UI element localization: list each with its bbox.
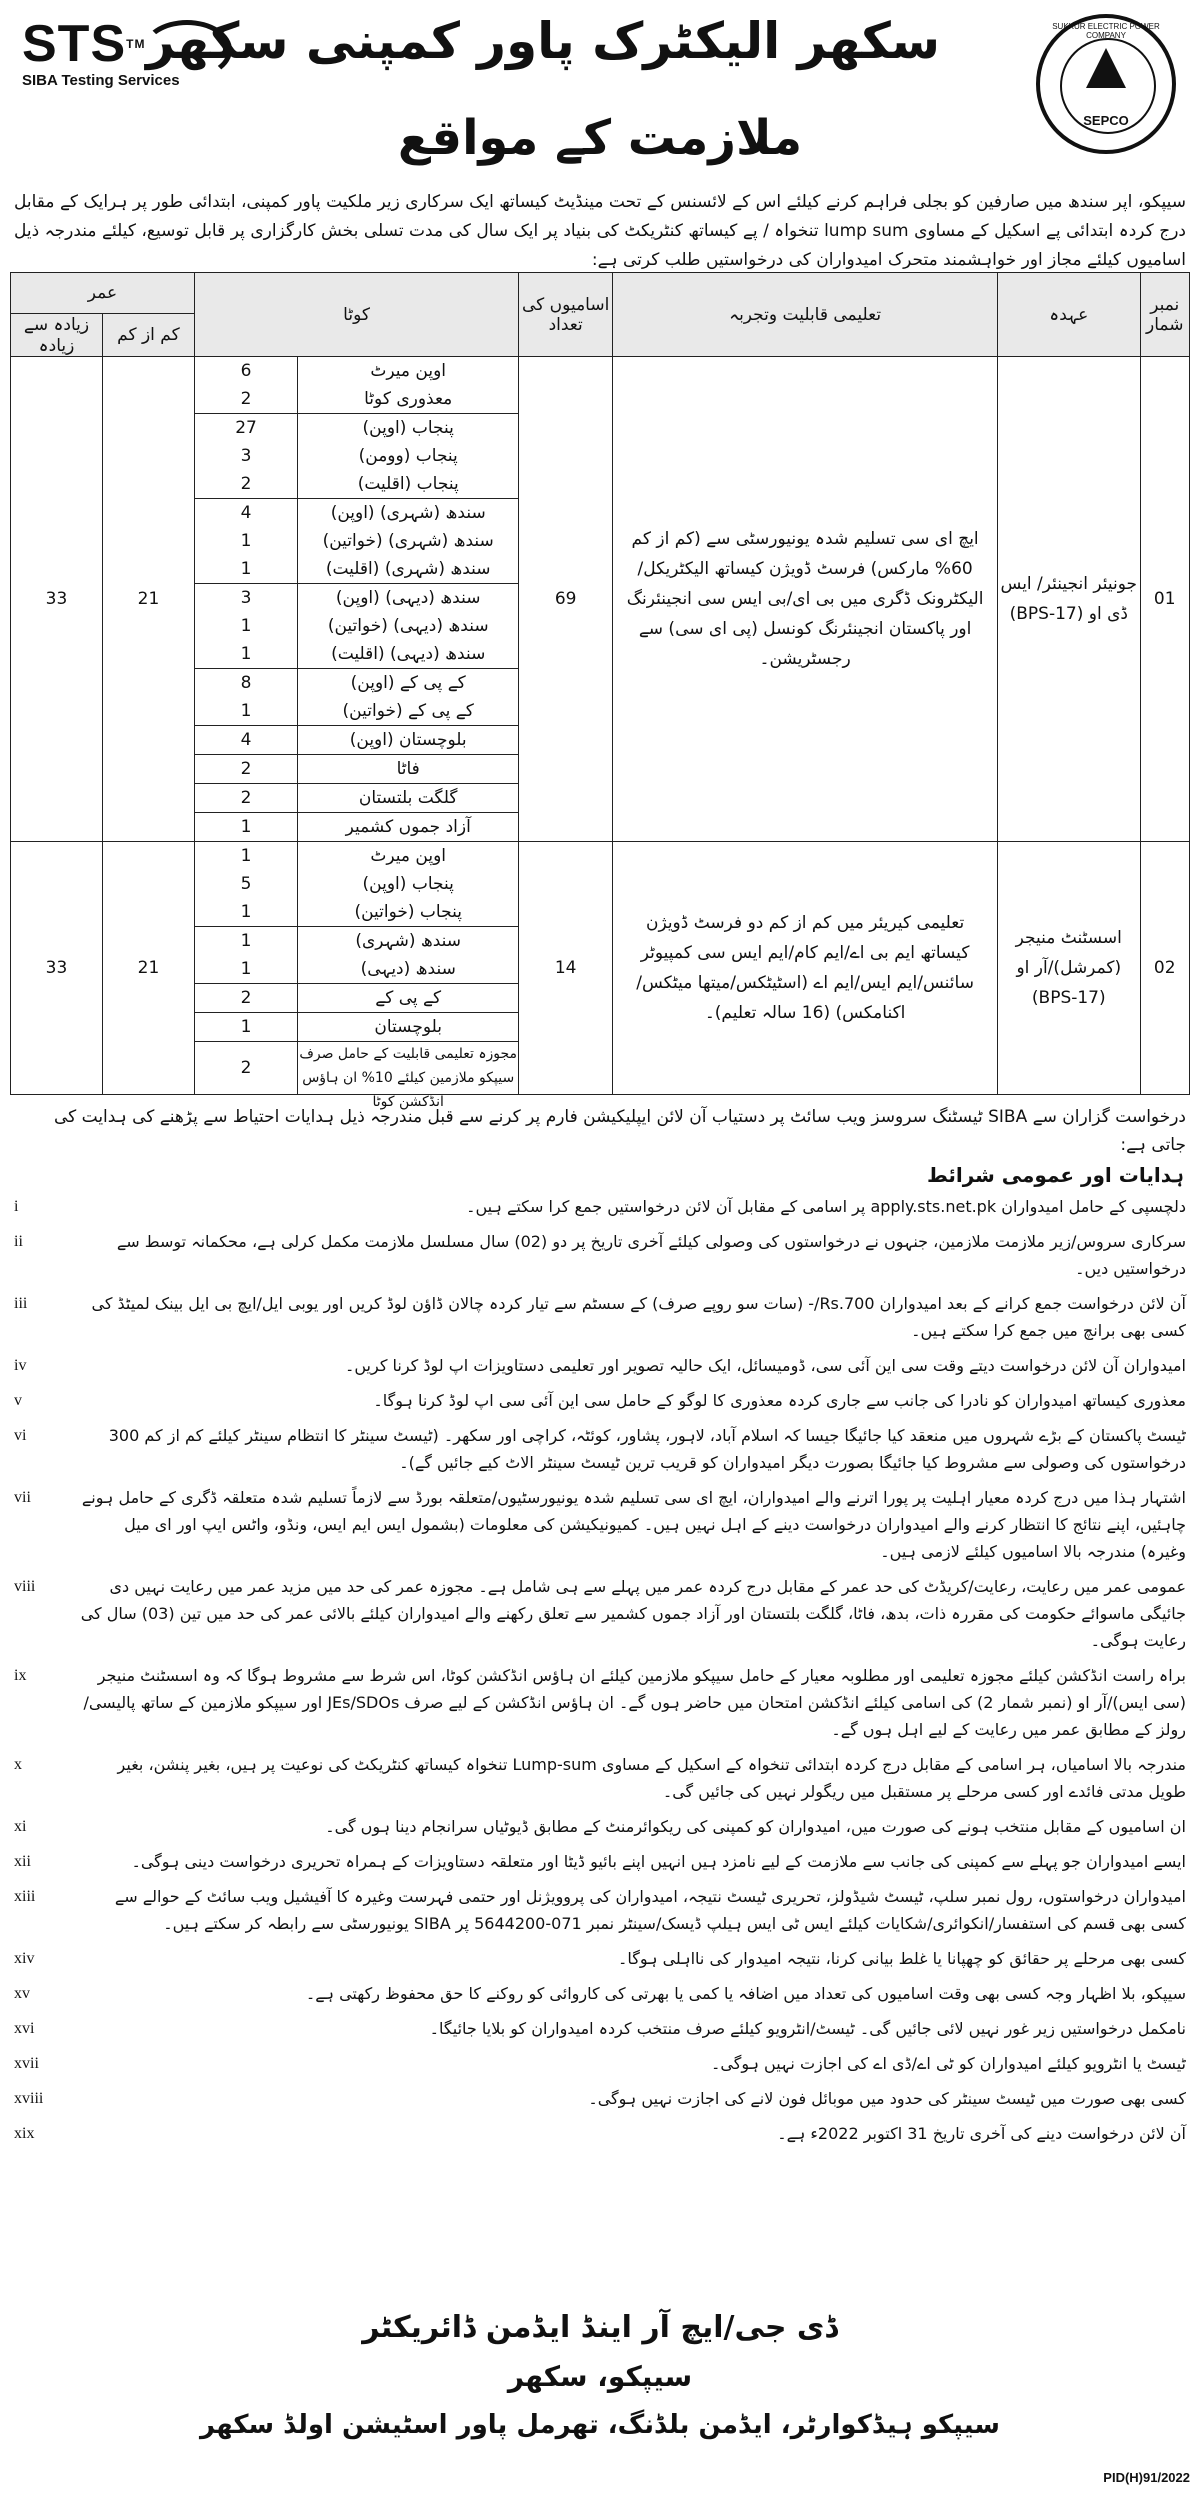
instruction-number: xii [14,1853,31,1870]
quota-count: 1 [240,701,252,721]
instruction-text: کسی بھی صورت میں ٹیسٹ سینٹر کی حدود میں موبائل فون لانے کی اجازت نہیں ہوگی۔ [588,2089,1186,2108]
sts-logo-mark: STS [22,15,127,73]
quota-name: مجوزہ تعلیمی قابلیت کے حامل صرف سیپکو ملازمین کیلئے 10% ان ہاؤس انڈکشن کوٹا [297,1042,518,1094]
instruction-number: ix [14,1667,27,1684]
instruction-number: iii [14,1295,28,1312]
quota-row [195,870,518,898]
instruction-item [14,1848,1186,1875]
quota-row [195,442,518,470]
instruction-text: آن لائن درخواست جمع کرانے کے بعد امیدواران Rs.700/- (سات سو روپے صرف) کے سسٹم سے تیار کردہ چالان ڈاؤن لوڈ کریں اور یوبی ایل/ایچ بی ایل بینک لمیٹڈ کی کسی بھی برانچ میں جمع کرا سکتے ہیں۔ [91,1294,1186,1340]
quota-group [195,984,518,1013]
quota-row [195,955,518,983]
post-cell [998,357,1140,842]
instruction-number: viii [14,1578,36,1595]
instruction-item [14,1980,1186,2007]
instruction-number: xiv [14,1950,35,1967]
instructions-heading: ہدایات اور عمومی شرائط [926,1163,1184,1187]
header-age: عمر [11,273,195,314]
quota-row [195,385,518,413]
quota-name: سندھ (شہری) [297,927,518,955]
header-age-max: زیادہ سے زیادہ [11,314,103,357]
quota-count: 2 [240,988,252,1008]
instruction-item [14,1484,1186,1565]
quota-group [195,357,518,414]
header-no: نمبر شمار [1140,273,1190,357]
quota-count: 2 [240,788,252,808]
quota-row [195,640,518,668]
quota-row [195,527,518,555]
table-header-row [11,273,1190,314]
quota-group [195,669,518,726]
age-min-cell-text: 21 [137,589,160,609]
intro-paragraph: سیپکو، اپر سندھ میں صارفین کو بجلی فراہم کرنے کیلئے اس کے لائسنس کے تحت مینڈیٹ کیساتھ ایک سرکاری زیر ملکیت پاور کمپنی، ابتدائی طور پر ہرایک کے مقابل درج کردہ ابتدائی پے اسکیل کے مساوی lump sum تنخواہ / پے کیساتھ کنٹریکٹ کی بنیاد پر ایک سال کی مدت تسلی بخش کارگزاری پر قابل توسیع، کیلئے مندرجہ ذیل اسامیوں کیلئے مجاز اور خواہشمند متحرک امیدواران کی درخواستیں طلب کرتی ہے: [14,192,1186,270]
quota-row [195,755,518,783]
seal-text: SEPCO [1083,113,1129,128]
instruction-number: xvi [14,2020,35,2037]
signatory-org: سیپکو، سکھر [507,2360,693,2393]
quota-name: پنجاب (اوپن) [297,414,518,442]
header-post: عہدہ [998,273,1140,357]
quota-count: 2 [240,1058,252,1078]
count-cell [519,842,613,1095]
instruction-text: دلچسپی کے حامل امیدواران apply.sts.net.pk پر اسامی کے مقابل آن لائن درخواستیں جمع کرا سکتے ہیں۔ [466,1197,1186,1216]
header-qualification: تعلیمی قابلیت وتجربہ [613,273,998,357]
instruction-number: vi [14,1427,27,1444]
quota-group [195,414,518,499]
quota-count: 8 [240,673,252,693]
quota-name: گلگت بلتستان [297,784,518,812]
quota-count: 1 [240,644,252,664]
serial-cell-text: 02 [1153,958,1176,978]
instruction-number: v [14,1392,22,1409]
age-max-cell-text: 33 [45,589,68,609]
quota-group [195,1042,518,1110]
instruction-number: ii [14,1233,23,1250]
instruction-text: امیدواران درخواستوں، رول نمبر سلپ، ٹیسٹ شیڈولز، تحریری ٹیسٹ نتیجہ، امیدواران کی پروویژنل اور حتمی فہرست وغیرہ کا آفیشیل ویب سائٹ کے حوالے سے کسی بھی قسم کی استفسار/انکوائری/شکایات کیلئے ایس ٹی ایس ہیلپ ڈیسک/سینٹر نمبر 071-5644200 پر SIBA یونیورسٹی سے رابطہ کر سکتے ہیں۔ [114,1887,1186,1933]
header-quota: کوٹا [194,273,518,357]
quota-cell [194,357,518,842]
serial-cell [1140,842,1190,1095]
quota-count: 4 [240,503,252,523]
qualification-cell [613,842,998,1095]
quota-name: سندھ (شہری) (اوپن) [297,499,518,527]
quota-row [195,1042,518,1110]
quota-count: 1 [240,817,252,837]
quota-count: 1 [240,531,252,551]
quota-name: فاٹا [297,755,518,783]
instruction-text: ایسے امیدواران جو پہلے سے کمپنی کی جانب سے ملازمت کے لیے نامزد ہیں انہیں اپنے بائیو ڈیٹا اور متعلقہ دستاویزات کے ہمراہ تحریری درخواست دینی ہوگی۔ [131,1852,1186,1871]
quota-name: اوپن میرٹ [297,842,518,870]
instruction-text: نامکمل درخواستیں زیر غور نہیں لائی جائیں گی۔ ٹیسٹ/انٹرویو کیلئے صرف منتخب کردہ امیدواران کو بلایا جائیگا۔ [429,2019,1186,2038]
qualification-cell [613,357,998,842]
qualification-cell-text: تعلیمی کیریئر میں کم از کم دو فرسٹ ڈویژن کیساتھ ایم بی اے/ایم کام/ایم ایس سی کمپیوٹر سائنس/ایم ایس/ایم اے (اسٹیٹکس/میتھا میٹکس/اکنامکس) (16 سالہ تعلیم)۔ [636,913,974,1023]
instruction-number: xix [14,2125,35,2142]
instruction-number: xi [14,1818,27,1835]
apply-instruction-line: درخواست گزاران سے SIBA ٹیسٹنگ سروسز ویب سائٹ پر دستیاب آن لائن ایپلیکیشن فارم پر کرنے سے قبل مندرجہ ذیل ہدایات احتیاط سے پڑھنے کی ہدایت کی جاتی ہے: [53,1107,1186,1155]
quota-count: 5 [240,874,252,894]
quota-name: کے پی کے [297,984,518,1012]
quota-count: 1 [240,931,252,951]
quota-group [195,499,518,584]
instruction-text: ٹیسٹ پاکستان کے بڑے شہروں میں منعقد کیا جائیگا جیسا کہ اسلام آباد، لاہور، پشاور، کوئٹہ، کراچی اور سکھر۔ (ٹیسٹ سینٹر کا انتظام سینٹر کیلئے کم از کم 300 درخواستوں کی وصولی سے مشروط کیا جائیگا بصورت دیگر امیدواران کو قریب ترین ٹیسٹ سینٹر الاٹ کیے جائیں گے)۔ [108,1426,1186,1472]
quota-count: 2 [240,474,252,494]
signatory-address: سیپکو ہیڈکوارٹر، ایڈمن بلڈنگ، تھرمل پاور اسٹیشن اولڈ سکھر [200,2410,1000,2440]
instruction-text: معذوری کیساتھ امیدواران کو نادرا کی جانب سے جاری کردہ معذوری کا لوگو کے حامل سی این آئی سی اپ لوڈ کرنا ہوگا۔ [373,1391,1186,1410]
instruction-item [14,2085,1186,2112]
quota-name: معذوری کوٹا [297,385,518,413]
quota-row [195,584,518,612]
quota-row [195,726,518,754]
quota-count: 4 [240,730,252,750]
company-title: سکھر الیکٹرک پاور کمپنی سکھر [146,12,940,70]
instruction-text: اشتہار ہذا میں درج کردہ معیار اہلیت پر پورا اترنے والے امیدواران، ایچ ای سی تسلیم شدہ یونیورسٹیوں/متعلقہ بورڈ سے لازماً تسلیم شدہ متعلقہ ڈگری کے حامل ہونے چاہئیں، اپنے نتائج کا انتظار کرنے والے امیدواران درخواست دینے کے اہل نہیں ہیں۔ کمیونیکیشن کی معلومات (بشمول ایس ایم ایس، ونڈو، واٹس ایپ اور ای میل وغیرہ) مندرجہ بالا اسامیوں کیلئے لازمی ہیں۔ [81,1488,1186,1561]
instruction-number: i [14,1198,19,1215]
instruction-item [14,1751,1186,1805]
age-min-cell-text: 21 [137,958,160,978]
instruction-number: x [14,1756,22,1773]
quota-name: پنجاب (اوپن) [297,870,518,898]
seal-arc-text: SUKKUR ELECTRIC POWER COMPANY [1052,22,1160,40]
age-min-cell [102,357,194,842]
instruction-item [14,1228,1186,1282]
quota-count: 1 [240,1017,252,1037]
quota-row [195,927,518,955]
count-cell-text: 14 [554,958,577,978]
quota-group [195,584,518,669]
instruction-item [14,1573,1186,1654]
quota-row [195,555,518,583]
quota-count: 1 [240,559,252,579]
sts-logo-tm: TM [126,37,146,51]
sts-logo-subtitle: SIBA Testing Services [22,72,180,89]
quota-row [195,984,518,1012]
header-age-min: کم از کم [102,314,194,357]
count-cell [519,357,613,842]
instruction-number: xviii [14,2090,44,2107]
quota-cell [194,842,518,1110]
instruction-number: xvii [14,2055,39,2072]
serial-cell-text: 01 [1153,589,1176,609]
header-count: اسامیوں کی تعداد [519,273,613,357]
quota-row [195,669,518,697]
instruction-text: براہ راست انڈکشن کیلئے مجوزہ تعلیمی اور مطلوبہ معیار کے حامل سیپکو ملازمین کیلئے ان ہاؤس انڈکشن کوٹا، اس شرط سے مشروط ہوگا کہ وہ اسسٹنٹ منیجر (سی ایس)/آر او (نمبر شمار 2) کی اسامی کیلئے انڈکشن امتحان میں حاضر ہوں گے۔ ان ہاؤس انڈکشن کے لیے صرف JEs/SDOs اور سیپکو ملازمین کے ساتھ پالیسی/رولز کے مطابق عمر میں رعایت کے لیے اہل ہوں گے۔ [83,1666,1186,1739]
instruction-item [14,2015,1186,2042]
quota-row [195,414,518,442]
quota-row [195,357,518,385]
instruction-item [14,1883,1186,1937]
quota-row [195,784,518,812]
power-tower-icon [1086,48,1126,88]
pid-number: PID(H)91/2022 [1103,2470,1190,2485]
quota-row [195,612,518,640]
instruction-item [14,1352,1186,1379]
quota-count: 2 [240,759,252,779]
quota-name: سندھ (دیہی) (خواتین) [297,612,518,640]
quota-count: 1 [240,959,252,979]
quota-name: سندھ (دیہی) [297,955,518,983]
quota-group [195,755,518,784]
signatory-title: ڈی جی/ایچ آر اینڈ ایڈمن ڈائریکٹر [362,2310,838,2345]
instruction-item [14,1662,1186,1743]
posts-table [10,272,1190,1110]
post-cell-text: جونیئر انجینئر/ ایس ڈی او (BPS-17) [1000,574,1138,624]
quota-row [195,470,518,498]
quota-group [195,1013,518,1042]
age-min-cell [102,842,194,1095]
post-cell [998,842,1140,1095]
quota-name: پنجاب (وومن) [297,442,518,470]
quota-count: 1 [240,616,252,636]
quota-row [195,697,518,725]
serial-cell [1140,357,1190,842]
quota-row [195,813,518,841]
quota-name: اوپن میرٹ [297,357,518,385]
age-max-cell-text: 33 [45,958,68,978]
quota-name: پنجاب (اقلیت) [297,470,518,498]
instruction-text: عمومی عمر میں رعایت، رعایت/کریڈٹ کی حد عمر کے مقابل درج کردہ عمر میں پہلے سے ہی شامل ہے۔ مجوزہ عمر کی حد میں مزید عمر میں رعایت نہیں دی جائیگی ماسوائے حکومت کی مقررہ ذات، بدھ، فاٹا، گلگت بلتستان اور آزاد جموں کشمیر سے تعلق رکھنے والے امیدواران کیلئے بالائی عمر کی حد میں تین (03) سال کی رعایت ہوگی۔ [80,1577,1186,1650]
instruction-text: ٹیسٹ یا انٹرویو کیلئے امیدواران کو ٹی اے/ڈی اے کی اجازت نہیں ہوگی۔ [710,2054,1186,2073]
instruction-text: آن لائن درخواست دینے کی آخری تاریخ 31 اکتوبر 2022ء ہے۔ [777,2124,1186,2143]
quota-count: 6 [240,361,252,381]
quota-count: 27 [235,418,257,438]
instruction-item [14,1193,1186,1220]
instruction-item [14,1387,1186,1414]
quota-group [195,784,518,813]
instruction-item [14,1422,1186,1476]
instruction-item [14,2050,1186,2077]
quota-row [195,499,518,527]
quota-count: 3 [240,588,252,608]
count-cell-text: 69 [554,589,577,609]
quota-name: سندھ (دیہی) (اوپن) [297,584,518,612]
quota-name: پنجاب (خواتین) [297,898,518,926]
instruction-number: vii [14,1489,31,1506]
quota-name: آزاد جموں کشمیر [297,813,518,841]
quota-count: 1 [240,902,252,922]
quota-group [195,927,518,984]
quota-name: سندھ (دیہی) (اقلیت) [297,640,518,668]
quota-count: 2 [240,389,252,409]
quota-count: 3 [240,446,252,466]
table-row [11,357,1190,842]
instruction-text: کسی بھی مرحلے پر حقائق کو چھپانا یا غلط بیانی کرنا، نتیجہ امیدوار کی نااہلی ہوگا۔ [617,1949,1186,1968]
quota-name: کے پی کے (اوپن) [297,669,518,697]
quota-name: بلوچستان [297,1013,518,1041]
instruction-text: سیپکو، بلا اظہار وجہ کسی بھی وقت اسامیوں کی تعداد میں اضافہ یا کمی یا بھرتی کی کاروائی کو روکنے کا حق محفوظ رکھتی ہے۔ [305,1984,1186,2003]
instruction-item [14,1290,1186,1344]
quota-name: سندھ (شہری) (اقلیت) [297,555,518,583]
page-subtitle: ملازمت کے مواقع [397,110,803,166]
quota-row [195,1013,518,1041]
instruction-number: xv [14,1985,30,2002]
quota-name: سندھ (شہری) (خواتین) [297,527,518,555]
quota-name: بلوچستان (اوپن) [297,726,518,754]
instruction-text: امیدواران آن لائن درخواست دیتے وقت سی این آئی سی، ڈومیسائل، ایک حالیہ تصویر اور تعلیمی دستاویزات اپ لوڈ کرنا کریں۔ [344,1356,1186,1375]
age-max-cell [11,842,103,1095]
quota-group [195,813,518,841]
quota-row [195,898,518,926]
age-max-cell [11,357,103,842]
instruction-text: مندرجہ بالا اسامیاں، ہر اسامی کے مقابل درج کردہ ابتدائی تنخواہ کے اسکیل کے مساوی Lump-sum تنخواہ کیساتھ کنٹریکٹ کی نوعیت پر ہیں، بغیر پنشن، بغیر طویل مدتی فائدے اور کسی مرحلے پر مستقبل میں ریگولر نہیں کی جائیں گی۔ [117,1755,1186,1801]
instruction-item [14,2120,1186,2147]
instructions-list [14,1193,1186,2155]
post-cell-text: اسسٹنٹ منیجر (کمرشل)/آر او (BPS-17) [1015,928,1122,1008]
quota-count: 1 [240,846,252,866]
instruction-item [14,1945,1186,1972]
qualification-cell-text: ایچ ای سی تسلیم شدہ یونیورسٹی سے (کم از کم 60% مارکس) فرسٹ ڈویژن کیساتھ الیکٹریکل/الیکٹرونک ڈگری میں بی ای/بی ایس سی انجینئرنگ اور پاکستان انجینئرنگ کونسل (پی ای سی) سے رجسٹریشن۔ [626,529,984,669]
quota-group [195,842,518,927]
quota-row [195,842,518,870]
instruction-number: iv [14,1357,27,1374]
quota-name: کے پی کے (خواتین) [297,697,518,725]
table-body [11,357,1190,1110]
instruction-text: ان اسامیوں کے مقابل منتخب ہونے کی صورت میں، امیدواران کو کمپنی کی ریکوائرمنٹ کے مطابق ڈیوٹیاں سرانجام دینا ہوں گی۔ [325,1817,1186,1836]
table-row [11,842,1190,1095]
quota-group [195,726,518,755]
instruction-item [14,1813,1186,1840]
instruction-text: سرکاری سروس/زیر ملازمت ملازمین، جنہوں نے درخواستوں کی وصولی کیلئے آخری تاریخ پر دو (02) سال مسلسل ملازمت مکمل کرلی ہے، محکمانہ توسط سے درخواستیں دیں۔ [116,1232,1186,1278]
instruction-number: xiii [14,1888,36,1905]
